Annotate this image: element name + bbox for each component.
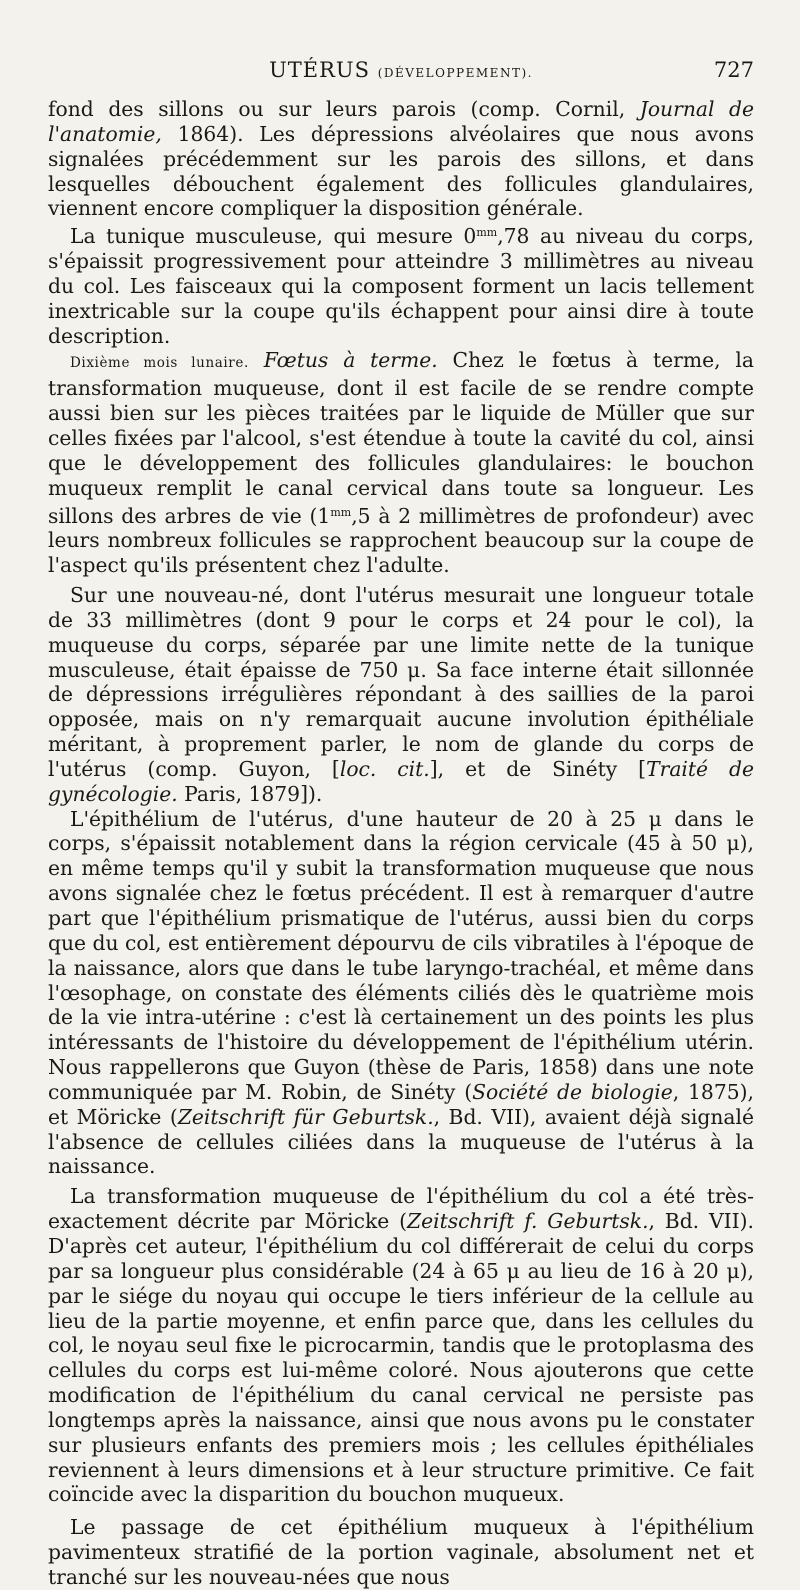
zeitschrift-citation-2: Zeitschrift f. Geburtsk.: [406, 1209, 649, 1234]
traite-citation: Traité de gynécologie.: [48, 756, 754, 806]
section-subheading: Fœtus à terme.: [263, 348, 438, 373]
running-head-title: UTÉRUS: [269, 58, 370, 82]
body-text: [48, 97, 754, 1590]
unit-superscript: mm: [330, 505, 352, 519]
section-heading: Dixième mois lunaire.: [70, 355, 249, 372]
societe-citation: Société de biologie: [472, 1079, 673, 1104]
paragraph-3: Dixième mois lunaire. Fœtus à terme. Chez le fœtus à terme, la transformation muqueuse, dont il est facile de se rendre compte aussi bien sur les pièces traitées par le liquide de Müller que sur celles fixées par l'alcool, s'est étendue à toute la cavité du col, ainsi que le développement des follicules glandulaires: le bouchon muqueux remplit le canal cervical dans toute sa longueur. Les sillons des arbres de vie ($1^{mm},5$ à 2 millimètres de profondeur) avec leurs nombreux follicules se rapprochent beaucoup sur la coupe de l'aspect qu'ils présentent chez l'adulte.: [48, 348, 754, 578]
unit-superscript: mm: [476, 226, 498, 240]
page-number: 727: [713, 58, 754, 82]
paragraph-6: La transformation muqueuse de l'épithélium du col a été très-exactement décrite par Möricke (Zeitschrift f. Geburtsk., Bd. VII). D'après cet auteur, l'épithélium du col différerait de celui du corps par sa longueur plus considérable (24 à 65 μ au lieu de 16 à 20 μ), par le siége du noyau qui occupe le tiers inférieur de la cellule au lieu de la partie moyenne, et enfin parce que, dans les cellules du col, le noyau seul fixe le picrocarmin, tandis que le protoplasma des cellules du corps est lui-même coloré. Nous ajouterons que cette modification de l'épithélium du canal cervical ne persiste pas longtemps après la naissance, ainsi que nous avons pu le constater sur plusieurs enfants des premiers mois ; les cellules épithéliales reviennent à leurs dimensions et à leur structure primitive. Ce fait coïncide avec la disparition du bouchon muqueux.: [48, 1184, 754, 1507]
paragraph-7: Le passage de cet épithélium muqueux à l'épithélium pavimenteux stratifié de la portion vaginale, absolument net et tranché sur les nouveau-nées que nous: [48, 1515, 754, 1589]
paragraph-1: fond des sillons ou sur leurs parois (comp. Cornil, Journal de l'anatomie, 1864). Les dépressions alvéolaires que nous avons signalées précédemment sur les parois des sillons, et dans lesquelles débouchent également des follicules glandulaires, viennent encore compliquer la disposition générale.: [48, 97, 754, 221]
zeitschrift-citation: Zeitschrift für Geburtsk.: [177, 1104, 434, 1129]
journal-citation: Journal de l'anatomie,: [48, 97, 754, 146]
page-header: [48, 58, 754, 88]
paragraph-2: La tunique musculeuse, qui mesure $0^{mm},78$ au niveau du corps, s'épaissit progressivement pour atteindre 3 millimètres au niveau du col. Les faisceaux qui la composent forment un lacis tellement inextricable sur la coupe qu'ils échappent pour ainsi dire à toute description.: [48, 224, 754, 348]
paragraph-4: Sur une nouveau-né, dont l'utérus mesurait une longueur totale de 33 millimètres (dont 9 pour le corps et 24 pour le col), la muqueuse du corps, séparée par une limite nette de la tunique musculeuse, était épaisse de 750 μ. Sa face interne était sillonnée de dépressions irrégulières répondant à des saillies de la paroi opposée, mais on n'y remarquait aucune involution épithéliale méritant, à proprement parler, le nom de glande du corps de l'utérus (comp. Guyon, [loc. cit.], et de Sinéty [Traité de gynécologie. Paris, 1879]).: [48, 583, 754, 806]
running-head-subtitle: (DÉVELOPPEMENT).: [377, 66, 533, 80]
running-head: [48, 58, 754, 82]
loc-cit: loc. cit.: [339, 756, 430, 781]
paragraph-5: L'épithélium de l'utérus, d'une hauteur de 20 à 25 μ dans le corps, s'épaissit notablement dans la région cervicale (45 à 50 μ), en même temps qu'il y subit la transformation muqueuse que nous avons signalée chez le fœtus précédent. Il est à remarquer d'autre part que l'épithélium prismatique de l'utérus, aussi bien du corps que du col, est entièrement dépourvu de cils vibratiles à l'époque de la naissance, alors que dans le tube laryngo-trachéal, et même dans l'œsophage, on constate des éléments ciliés dès le quatrième mois de la vie intra-utérine : c'est là certainement un des points les plus intéressants de l'histoire du développement de l'épithélium utérin. Nous rappellerons que Guyon (thèse de Paris, 1858) dans une note communiquée par M. Robin, de Sinéty (Société de biologie, 1875), et Möricke (Zeitschrift für Geburtsk., Bd. VII), avaient déjà signalé l'absence de cellules ciliées dans la muqueuse de l'utérus à la naissance.: [48, 806, 754, 1179]
